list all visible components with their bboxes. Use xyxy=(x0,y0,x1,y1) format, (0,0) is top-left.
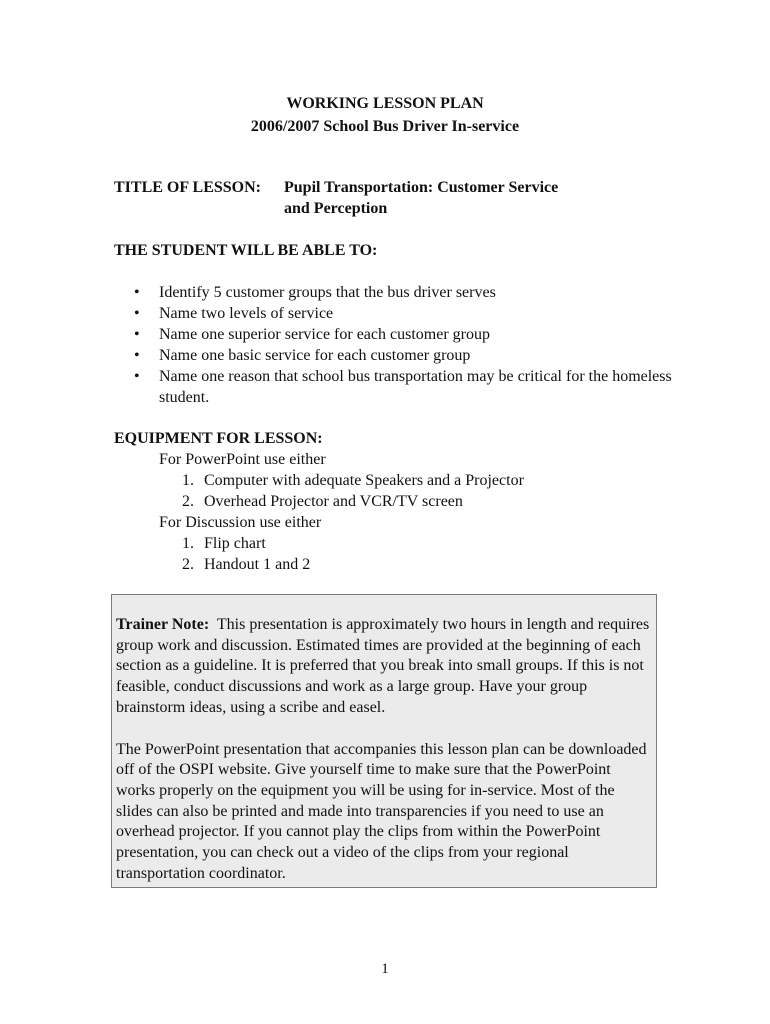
bullet-icon: • xyxy=(134,284,140,301)
trainer-note-box xyxy=(111,594,657,888)
item-number: 2. xyxy=(182,556,194,573)
bullet-icon: • xyxy=(134,305,140,322)
discussion-intro: For Discussion use either xyxy=(159,514,322,531)
list-item xyxy=(114,533,524,554)
list-item xyxy=(114,345,674,366)
trainer-note-text: This presentation is approximately two hours in length and requires group work and discussion. Estimated times are provided at the beginning of each section as a guideline. It is preferred that you break into small groups. If this is not feasible, conduct discussions and work as a large group. Have your group brainstorm ideas, using a scribe and easel. xyxy=(116,616,650,716)
item-number: 1. xyxy=(182,535,194,552)
bullet-icon: • xyxy=(134,347,140,364)
lesson-title xyxy=(114,177,558,219)
lesson-title-text-line1: Pupil Transportation: Customer Service xyxy=(284,179,559,196)
header-title: WORKING LESSON PLAN xyxy=(286,95,484,112)
objective-text: Name one basic service for each customer group xyxy=(159,347,471,364)
objectives-heading: THE STUDENT WILL BE ABLE TO: xyxy=(114,242,378,259)
list-item xyxy=(114,324,674,345)
bullet-icon: • xyxy=(134,368,140,385)
powerpoint-intro: For PowerPoint use either xyxy=(159,451,326,468)
item-text: Overhead Projector and VCR/TV screen xyxy=(204,493,463,510)
objective-text: Name one reason that school bus transportation may be critical for the homeless student. xyxy=(159,368,672,406)
objectives-list xyxy=(114,282,674,408)
document-header xyxy=(0,93,770,137)
item-text: Flip chart xyxy=(204,535,266,552)
list-item xyxy=(114,491,524,512)
trainer-note-label: Trainer Note: xyxy=(116,616,210,633)
item-number: 1. xyxy=(182,472,194,489)
list-item xyxy=(114,366,674,408)
list-item xyxy=(114,303,674,324)
bullet-icon: • xyxy=(134,326,140,343)
item-text: Handout 1 and 2 xyxy=(204,556,311,573)
header-subtitle: 2006/2007 School Bus Driver In-service xyxy=(250,118,520,135)
equipment-heading: EQUIPMENT FOR LESSON: xyxy=(114,430,323,447)
list-item xyxy=(114,554,524,575)
item-text: Computer with adequate Speakers and a Projector xyxy=(204,472,524,489)
trainer-note-paragraph-2: The PowerPoint presentation that accompanies this lesson plan can be downloaded off of the OSPI website. Give yourself time to make sure that the PowerPoint works properly on the equipment you will be using for in-service. Most of the slides can also be printed and made into transparencies if you need to use an overhead projector. If you cannot play the clips from within the PowerPoint presentation, you can check out a video of the clips from your regional transportation coordinator. xyxy=(116,740,647,882)
objective-text: Identify 5 customer groups that the bus driver serves xyxy=(159,284,496,301)
item-number: 2. xyxy=(182,493,194,510)
trainer-note-paragraph-1 xyxy=(116,615,652,719)
list-item xyxy=(114,470,524,491)
list-item xyxy=(114,282,674,303)
objective-text: Name two levels of service xyxy=(159,305,334,322)
objective-text: Name one superior service for each customer group xyxy=(159,326,490,343)
page-number: 1 xyxy=(381,961,389,977)
lesson-title-text-line2: and Perception xyxy=(284,200,388,217)
lesson-title-label: TITLE OF LESSON: xyxy=(114,179,262,196)
equipment-list xyxy=(114,449,524,575)
